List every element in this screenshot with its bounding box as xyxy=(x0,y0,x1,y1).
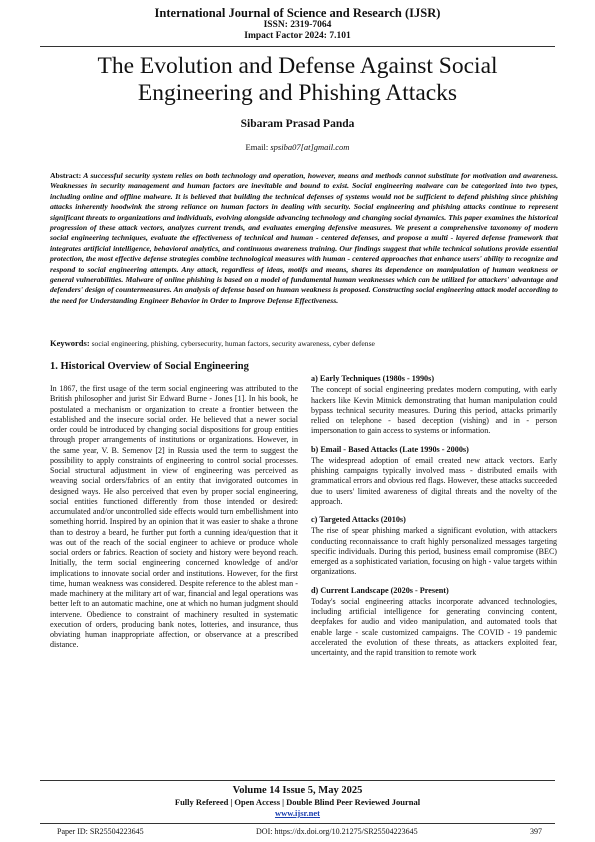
paper-author: Sibaram Prasad Panda xyxy=(240,118,355,130)
subsection-c-body: The rise of spear phishing marked a significant evolution, with attackers conducting reconnaissance to craft highly personalized messages targeting specific individuals. During this period, business email compromise (BEC) emerged as a sophisticated variation, focusing on high - value targets within organizations. xyxy=(311,526,557,577)
subsection-d xyxy=(311,586,557,659)
subsection-a-heading: a) Early Techniques (1980s - 1990s) xyxy=(311,374,435,383)
subsection-b-heading: b) Email - Based Attacks (Late 1990s - 2000s) xyxy=(311,444,469,454)
subsection-c xyxy=(311,515,557,578)
journal-name: International Journal of Science and Research (IJSR) xyxy=(154,6,441,20)
subsection-b xyxy=(311,445,557,508)
abstract-label: Abstract: xyxy=(50,171,82,180)
journal-header xyxy=(0,6,595,42)
subsection-b-body: The widespread adoption of email created new attack vectors. Early phishing campaigns typically involved mass - distributed emails with grammatical errors and obvious red flags. However, these attacks succeeded due to users' limited awareness of digital threats and the novelty of the approach. xyxy=(311,455,557,506)
journal-issn: ISSN: 2319-7064 xyxy=(263,20,332,30)
subsection-a-body: The concept of social engineering predates modern computing, with early hackers like Kevin Mitnick demonstrating that human manipulation could bypass technical security measures. During this period, attacks primarily relied on telephone - based deception (vishing) and in - person impersonation to gain access to systems or information. xyxy=(311,385,557,436)
footer-rule xyxy=(40,780,555,781)
page-number: 397 xyxy=(530,827,542,836)
refereed-line: Fully Refereed | Open Access | Double Blind Peer Reviewed Journal xyxy=(174,797,421,807)
bottom-bar xyxy=(57,827,542,836)
paper-id: Paper ID: SR25504223645 xyxy=(57,827,144,836)
section-1-heading: 1. Historical Overview of Social Engineering xyxy=(50,361,249,372)
author-email xyxy=(0,142,595,152)
bottom-rule xyxy=(40,823,555,824)
volume-info: Volume 14 Issue 5, May 2025 xyxy=(232,785,363,796)
subsection-c-heading: c) Targeted Attacks (2010s) xyxy=(311,515,406,524)
subsection-a xyxy=(311,374,557,437)
abstract-text: A successful security system relies on both technology and operation, however, means and methods cannot substitute for motivation and awareness. Weaknesses in security management and human factors are inevitable and bound to exist. Social engineering malware can be categorized into two types, including online and offline malware. It is believed that building the technical defenses of systems would not be sufficient to defend phishing since phishing attacks inherently hoodwink the strong reliance on human factors in dealing with security. Social engineering and phishing attacks continue to represent significant threats to organizations and individuals, evolving alongside advancing technology and changing social dynamics. This paper examines the historical progression of these attack vectors, analyzes current trends, and evaluates emerging defensive measures. We present a comprehensive taxonomy of modern social engineering techniques, evaluate the effectiveness of technical and human - centered defenses, and propose a multi - layered defense framework that integrates artificial intelligence, behavioral analytics, and continuous awareness training. Our findings suggest that while technical solutions provide essential protection, the most effective defense strategies combine technological measures with human - centered approaches that enhance users' ability to recognize and respond to social engineering attempts. Any attack, regardless of ideas, motifs and means, shares its dependence on manipulation of human weakness or general vulnerabilities. Malware of online phishing is based on a model of fundamental human weaknesses which can be utilized for attackers' advantage and defenders' design of countermeasures. An analysis of defense based on human weakness is proposed. Constructing social engineering attack model according to the need for Understanding Engineer Behavior in Order to Improve Defense Effectiveness. xyxy=(50,171,558,305)
section-1-body: In 1867, the first usage of the term social engineering was attributed to the British philosopher and jurist Sir Edward Burne - Jones [1]. In his book, he postulated a mechanism or organization to create a frontier between the established and the insecure social order. He believed that a newer social order could be introduced by changing social dispositions for group entities through proper arrangements of institutions or organizations. However, in the same year, V. B. Semenov [2] in Russia used the term to suggest the possibility to apply constraints of engineering to control social processes. Social structural adjustment in view of engineering was perceived as weaving social orders/fabrics of an entity that invigorated outcomes in designed ways. He also perceived that even by proper social engineering, social entities functioned differently from those intended or desired: accumulated and/or uncontrolled side effects would turn embellishment into something horrid. Inspired by an opinion that it was easier to shake a throne than to destroy a beard, he further put forth a cunning idea/question that it was out of the reach of the social engineer to achieve or produce whole social orders or fabrics. Reaction of society and history were beyond reach. Initially, the term social engineering concerned knowledge of and/or implications to innovate social order and institutions. However, for the first time, human weakness was considered. Despite reference to the ablest man - made machinery at the military art of war, financial and legal operations was better left to an automatic machine, one at which no human judgment should intervene. Obedience to constraint of machinery resulted in systematic execution of orders, producing bank notes, lotteries, and insurance, thus obviating human inappropriate affection, or observance at a prescribed distance. xyxy=(50,384,298,650)
abstract xyxy=(50,171,558,306)
subsection-d-body: Today's social engineering attacks incorporate advanced technologies, including artificial intelligence for generating convincing content, deepfakes for audio and video manipulation, and automated tools that enable large - scale customized campaigns. The COVID - 19 pandemic accelerated the evolution of these threats, as attackers exploited fear, uncertainty, and the rapid transition to remote work xyxy=(311,596,557,657)
email-address[interactable]: spsiba07[at]gmail.com xyxy=(270,142,350,152)
journal-footer xyxy=(0,784,595,819)
keywords-text: social engineering, phishing, cybersecurity, human factors, security awareness, cyber defense xyxy=(91,339,375,348)
doi-link[interactable]: DOI: https://dx.doi.org/10.21275/SR25504223645 xyxy=(256,827,418,836)
journal-impact-factor: Impact Factor 2024: 7.101 xyxy=(244,31,351,41)
right-column xyxy=(311,374,557,666)
subsection-d-heading: d) Current Landscape (2020s - Present) xyxy=(311,585,449,595)
keywords-label: Keywords: xyxy=(50,338,90,348)
header-rule xyxy=(40,46,555,47)
keywords xyxy=(50,338,558,349)
journal-website-link[interactable]: www.ijsr.net xyxy=(274,808,321,818)
email-label: Email: xyxy=(245,142,269,152)
left-column xyxy=(50,384,298,651)
paper-title: The Evolution and Defense Against Social Engineering and Phishing Attacks xyxy=(97,53,498,106)
